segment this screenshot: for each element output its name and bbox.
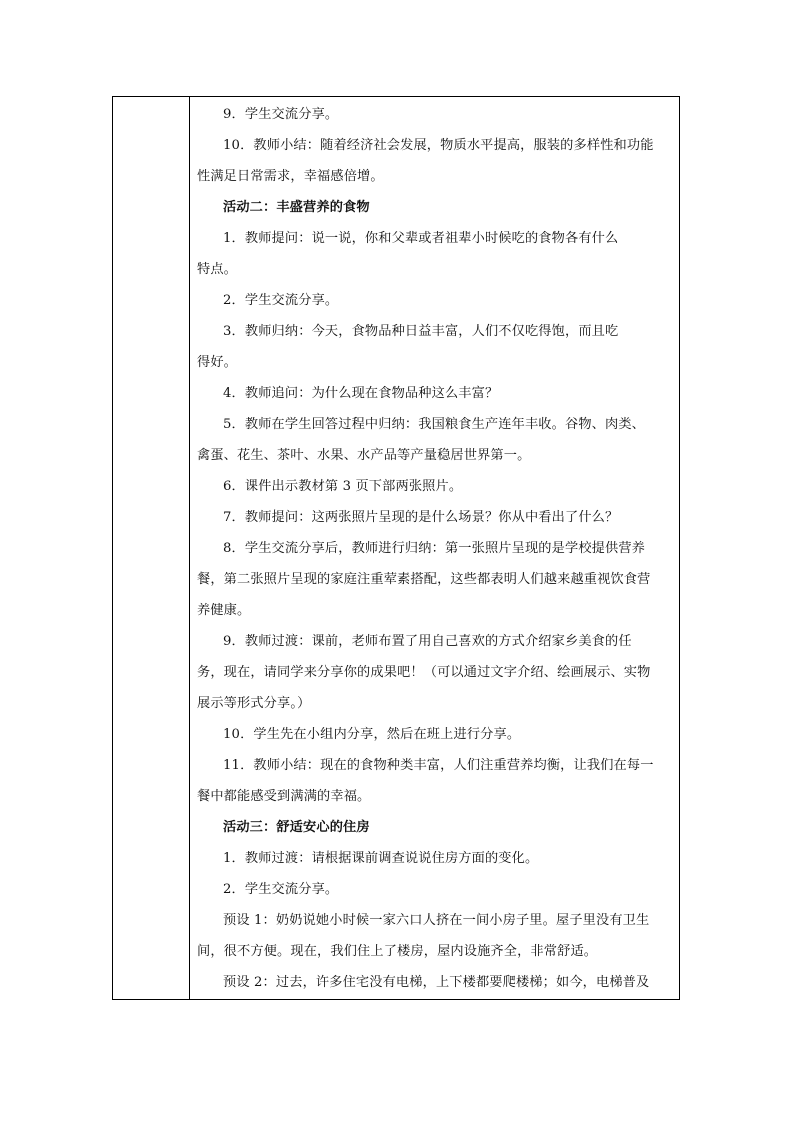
paragraph-line: 餐中都能感受到满满的幸福。 [197, 789, 371, 804]
paragraph [197, 285, 675, 316]
paragraph-line: 预设 1：奶奶说她小时候一家六口人挤在一间小房子里。屋子里没有卫生 [223, 913, 650, 928]
paragraph-line: 养健康。 [197, 603, 251, 618]
paragraph [197, 378, 675, 409]
paragraph-line: 预设 2：过去，许多住宅没有电梯，上下楼都要爬楼梯；如今，电梯普及 [223, 975, 650, 990]
paragraph [197, 130, 675, 192]
paragraph-line: 特点。 [197, 262, 238, 277]
paragraph [197, 719, 675, 750]
paragraph-line: 3．教师归纳：今天，食物品种日益丰富，人们不仅吃得饱，而且吃 [223, 324, 619, 339]
paragraph-line: 餐，第二张照片呈现的家庭注重荤素搭配，这些都表明人们越来越重视饮食营 [197, 572, 651, 587]
activity-heading [197, 812, 675, 843]
paragraph-line: 11．教师小结：现在的食物种类丰富，人们注重营养均衡，让我们在每一 [223, 758, 654, 773]
paragraph-line: 活动二：丰盛营养的食物 [223, 200, 370, 215]
paragraph-line: 展示等形式分享。） [197, 696, 311, 711]
paragraph-line: 9．教师过渡：课前，老师布置了用自己喜欢的方式介绍家乡美食的任 [223, 634, 632, 649]
paragraph-line: 禽蛋、花生、茶叶、水果、水产品等产量稳居世界第一。 [197, 448, 531, 463]
paragraph-line: 活动三：舒适安心的住房 [223, 820, 370, 835]
paragraph-line: 8．学生交流分享后，教师进行归纳：第一张照片呈现的是学校提供营养 [223, 541, 645, 556]
paragraph [197, 502, 675, 533]
activity-heading [197, 192, 675, 223]
paragraph-line: 间，很不方便。现在，我们住上了楼房，屋内设施齐全，非常舒适。 [197, 944, 598, 959]
paragraph-line: 4．教师追问：为什么现在食物品种这么丰富？ [223, 386, 499, 401]
paragraph [197, 750, 675, 812]
paragraph [197, 409, 675, 471]
paragraph-line: 10．学生先在小组内分享，然后在班上进行分享。 [223, 727, 521, 742]
paragraph [197, 843, 675, 874]
paragraph [197, 905, 675, 967]
paragraph-line: 7．教师提问：这两张照片呈现的是什么场景？你从中看出了什么？ [223, 510, 619, 525]
paragraph [197, 471, 675, 502]
paragraph [197, 626, 675, 719]
paragraph-line: 1．教师提问：说一说，你和父辈或者祖辈小时候吃的食物各有什么 [223, 231, 619, 246]
paragraph [197, 874, 675, 905]
paragraph-line: 9．学生交流分享。 [223, 107, 339, 122]
paragraph-line: 1．教师过渡：请根据课前调查说说住房方面的变化。 [223, 851, 539, 866]
paragraph [197, 316, 675, 378]
paragraph-line: 2．学生交流分享。 [223, 882, 339, 897]
paragraph-line: 得好。 [197, 355, 238, 370]
paragraph-line: 6．课件出示教材第 3 页下部两张照片。 [223, 479, 463, 494]
column-divider [189, 97, 190, 999]
paragraph [197, 223, 675, 285]
paragraph-line: 务，现在，请同学来分享你的成果吧！（可以通过文字介绍、绘画展示、实物 [197, 665, 651, 680]
paragraph-line: 性满足日常需求，幸福感倍增。 [197, 169, 384, 184]
paragraph-line: 10．教师小结：随着经济社会发展，物质水平提高，服装的多样性和功能 [223, 138, 654, 153]
paragraph [197, 533, 675, 626]
paragraph [197, 967, 675, 998]
paragraph-line: 5．教师在学生回答过程中归纳：我国粮食生产连年丰收。谷物、肉类、 [223, 417, 645, 432]
paragraph [197, 99, 675, 130]
lesson-table [112, 96, 680, 1000]
paragraph-line: 2．学生交流分享。 [223, 293, 339, 308]
